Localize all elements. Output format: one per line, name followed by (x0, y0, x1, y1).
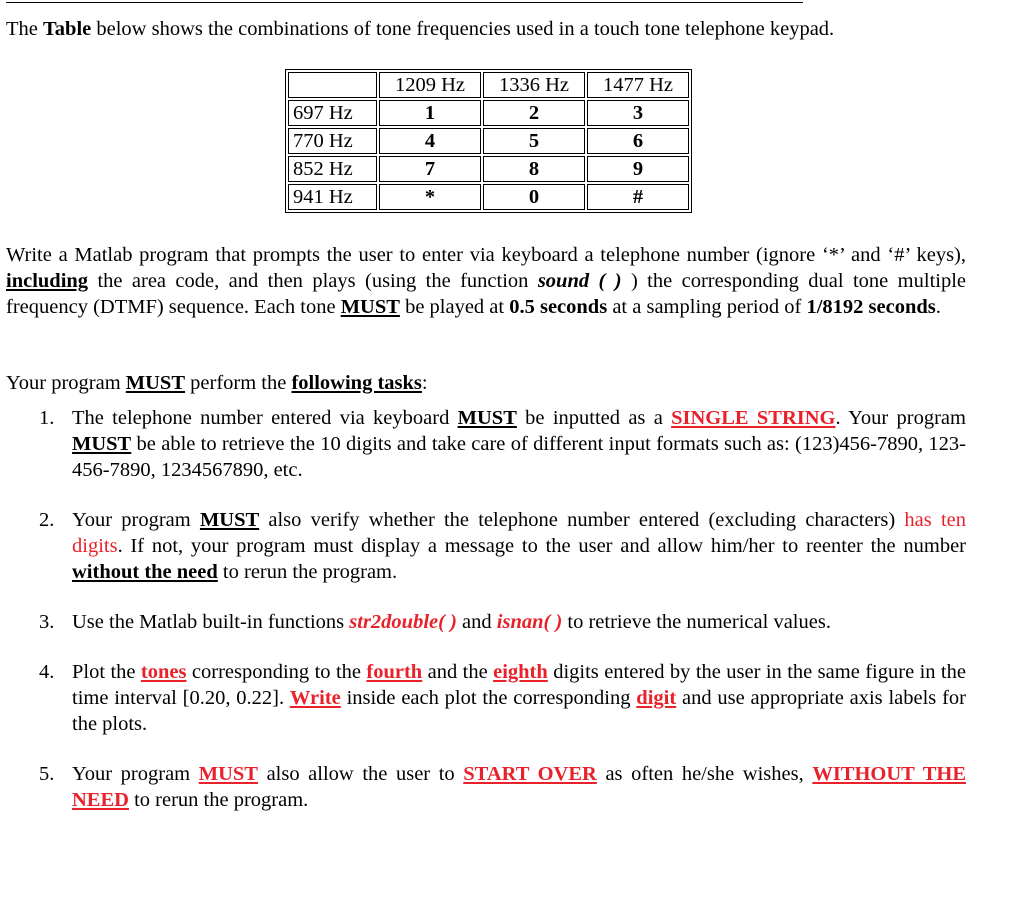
description-paragraph: Write a Matlab program that prompts the user to enter via keyboard a telephone number (ignore ‘*’ and ‘#’ keys), including the area code, and then plays (using the function sound ( ) ) the corresponding dual tone multiple frequency (DTMF) sequence. Each tone MUST be played at 0.5 seconds at a sampling period of 1/8192 seconds. (6, 244, 966, 318)
row-header: 770 Hz (288, 128, 377, 154)
task-number: 2. (39, 509, 55, 531)
task-number: 3. (39, 611, 55, 633)
key-cell: 6 (587, 128, 689, 154)
col-header: 1336 Hz (483, 72, 585, 98)
dtmf-frequency-table (285, 69, 692, 213)
table-row (288, 128, 689, 154)
key-cell: 4 (379, 128, 481, 154)
task-list (6, 405, 966, 813)
key-cell: 7 (379, 156, 481, 182)
list-item: 5. Your program MUST also allow the user to START OVER as often he/she wishes, WITHOUT THE NEED to rerun the program. (39, 763, 966, 811)
task-number: 1. (39, 407, 55, 429)
key-cell: 9 (587, 156, 689, 182)
table-row (288, 156, 689, 182)
row-header: 941 Hz (288, 184, 377, 210)
key-cell: 5 (483, 128, 585, 154)
list-item: 2. Your program MUST also verify whether the telephone number entered (excluding characters) has ten digits. If not, your program must display a message to the user and allow him/her to reenter the number without the need to rerun the program. (39, 509, 966, 583)
list-item: 4. Plot the tones corresponding to the fourth and the eighth digits entered by the user in the same figure in the time interval [0.20, 0.22]. Write inside each plot the corresponding digit and use appropriate axis labels for the plots. (39, 661, 966, 735)
col-header: 1477 Hz (587, 72, 689, 98)
task-number: 5. (39, 763, 55, 785)
table-header-row (288, 72, 689, 98)
tasks-heading: Your program MUST perform the following tasks: (6, 372, 428, 394)
intro-text: The Table below shows the combinations of tone frequencies used in a touch tone telephone keypad. (6, 18, 835, 40)
table-row (288, 100, 689, 126)
key-cell: 8 (483, 156, 585, 182)
list-item: 3. Use the Matlab built-in functions str2double( ) and isnan( ) to retrieve the numerical values. (39, 611, 831, 633)
row-header: 852 Hz (288, 156, 377, 182)
key-cell: * (379, 184, 481, 210)
list-item: 1. The telephone number entered via keyboard MUST be inputted as a SINGLE STRING. Your program MUST be able to retrieve the 10 digits and take care of different input formats such as: (123)456-7890, 123-456-7890, 1234567890, etc. (39, 407, 966, 481)
table-corner-cell (288, 72, 377, 98)
key-cell: 2 (483, 100, 585, 126)
key-cell: # (587, 184, 689, 210)
top-rule (6, 2, 803, 3)
col-header: 1209 Hz (379, 72, 481, 98)
key-cell: 1 (379, 100, 481, 126)
row-header: 697 Hz (288, 100, 377, 126)
key-cell: 0 (483, 184, 585, 210)
table-row (288, 184, 689, 210)
task-number: 4. (39, 661, 55, 683)
table-word: Table (43, 18, 92, 40)
key-cell: 3 (587, 100, 689, 126)
